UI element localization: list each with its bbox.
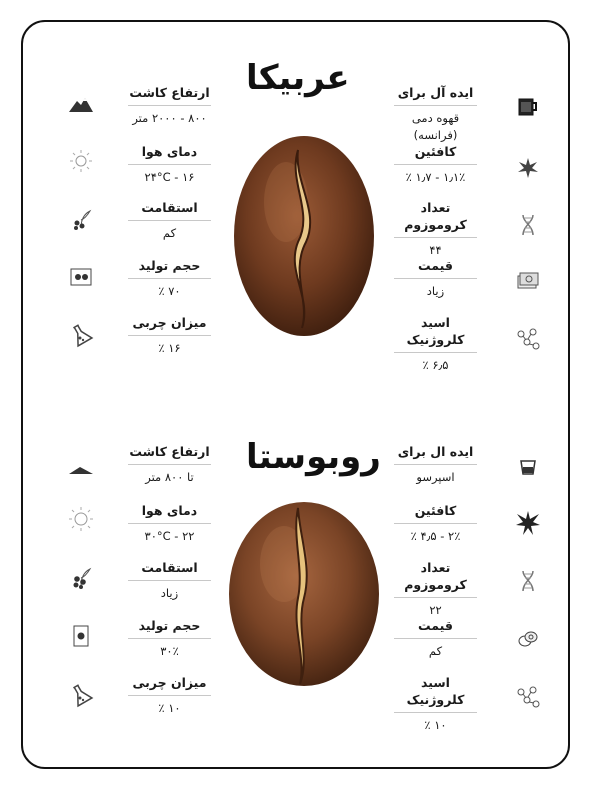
robusta-production: حجم تولید ۳۰٪	[128, 617, 211, 660]
dna-icon	[515, 568, 541, 594]
arabica-altitude: ارتفاع کاشت ۸۰۰ - ۲۰۰۰ متر	[129, 85, 210, 125]
sparkle-icon	[515, 510, 541, 536]
arabica-ideal-for: ایده آل برای قهوه دمی (فرانسه)	[394, 84, 477, 144]
coffee-bag-icon	[68, 264, 94, 290]
molecule-icon	[515, 326, 541, 352]
arabica-chromosomes: تعداد کروموزوم ۴۴	[394, 199, 477, 259]
robusta-ideal-for: ایده ال برای اسپرسو	[394, 443, 477, 486]
plant-icon	[68, 206, 94, 232]
arabica-title: عربیکا	[246, 58, 350, 98]
mountain-icon	[68, 92, 94, 118]
robusta-altitude: ارتفاع کاشت تا ۸۰۰ متر	[129, 444, 210, 484]
arabica-chlorogenic-acid: اسید کلروژنیک ۶٫۵ ٪	[394, 314, 477, 374]
arabica-price: قیمت زیاد	[394, 257, 477, 300]
coffee-bag-icon	[68, 623, 94, 649]
flask-icon	[68, 682, 94, 708]
robusta-fat: میزان چربی ۱۰ ٪	[128, 674, 211, 717]
mountain-icon	[68, 456, 94, 482]
robusta-bean-image	[224, 498, 384, 694]
mug-icon	[515, 94, 541, 120]
arabica-caffeine: کافئین ۱٫۱٪ - ۱٫۷ ٪	[394, 143, 477, 186]
arabica-bean-image	[228, 132, 380, 342]
robusta-caffeine: کافئین ۲٪ - ۴٫۵ ٪	[394, 502, 477, 545]
robusta-chromosomes: تعداد کروموزوم ۲۲	[394, 559, 477, 619]
molecule-icon	[515, 684, 541, 710]
plant-icon	[68, 564, 94, 590]
sparkle-icon	[515, 155, 541, 181]
robusta-title: روبوستا	[246, 437, 381, 477]
money-icon	[515, 268, 541, 294]
arabica-temperature: دمای هوا ۱۶ - ۲۴°C	[128, 143, 211, 186]
robusta-temperature: دمای هوا ۲۲ - ۳۰°C	[128, 502, 211, 545]
arabica-production: حجم تولید ۷۰ ٪	[128, 257, 211, 300]
arabica-fat: میزان چربی ۱۶ ٪	[128, 314, 211, 357]
sun-icon	[68, 148, 94, 174]
coins-icon	[515, 625, 541, 651]
flask-icon	[68, 322, 94, 348]
arabica-resistance: استقامت کم	[128, 199, 211, 242]
dna-icon	[515, 212, 541, 238]
espresso-cup-icon	[515, 454, 541, 480]
robusta-price: قیمت کم	[394, 617, 477, 660]
sun-icon	[68, 506, 94, 532]
robusta-resistance: استقامت زیاد	[128, 559, 211, 602]
robusta-chlorogenic-acid: اسید کلروژنیک ۱۰ ٪	[394, 674, 477, 734]
